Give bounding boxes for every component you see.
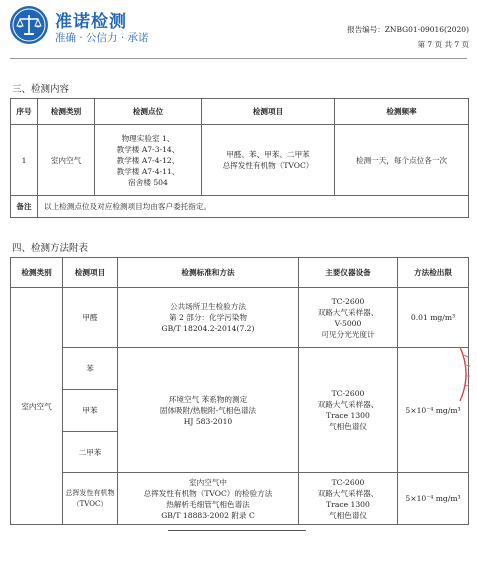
method-item [63,473,118,525]
equipment-line: 气相色谱仪 [329,510,367,520]
header-no: 序号 [11,99,38,125]
row-items [202,125,335,196]
standard-line: 热解析毛细管气相色谱法 [166,499,250,509]
section-title-method-schedule: 四、检测方法附表 [12,243,89,254]
item-line: （TVOC） [72,499,108,508]
report-number: 报告编号：ZNBG01-09016(2020) [347,25,469,34]
header-category: 检测类别 [38,99,95,125]
standard-line: 室内空气中 [189,477,227,487]
equipment-line: 双路大气采样器、 [317,307,379,317]
row-points [95,125,202,196]
point-line: 宿舍楼 504 [128,177,168,187]
header-frequency: 检测频率 [335,99,469,125]
header-items: 检测项目 [202,99,335,125]
method-limit: 5×10⁻⁴ mg/m³ [398,348,469,473]
equipment-line: TC-2600 [331,389,365,398]
equipment-line: Trace 1300 [326,499,370,509]
equipment-line: Trace 1300 [326,411,370,420]
row-frequency: 检测一天，每个点位各一次 [335,125,469,196]
header-equipment: 主要仪器设备 [299,258,398,288]
method-equipment [299,473,398,525]
standard-line: GB/T 18883-2002 附录 C [161,510,255,520]
standard-line: 第 2 部分：化学污染物 [168,313,247,322]
method-item: 苯 [63,348,118,390]
point-line: 教学楼 A7-3-14、 [116,144,180,154]
row-category: 室内空气 [38,125,95,196]
header-category: 检测类别 [11,258,63,288]
header-points: 检测点位 [95,99,202,125]
method-standard [118,288,299,348]
equipment-line: 可见分光光度计 [321,329,375,339]
method-standard [118,348,299,473]
point-line: 教学楼 A7-4-11、 [116,166,180,176]
equipment-line: 双路大气采样器、 [317,488,379,498]
method-equipment [299,288,398,348]
logo-graphic [10,6,48,44]
header-divider [10,58,467,59]
header-standard: 检测标准和方法 [118,258,299,288]
method-item: 二甲苯 [63,432,118,473]
red-seal-stamp [456,345,477,403]
standard-line: 公共场所卫生检验方法 [170,302,246,311]
equipment-line: V-5000 [334,318,362,328]
equipment-line: TC-2600 [331,296,365,306]
point-line: 教学楼 A7-4-12、 [116,155,180,165]
footer-divider [168,530,306,531]
scales-of-justice-icon [10,6,48,44]
company-slogan: 准确 · 公信力 · 承诺 [55,32,149,44]
method-equipment [299,348,398,473]
standard-line: 固体吸附/热脱附-气相色谱法 [159,405,257,415]
method-category: 室内空气 [11,288,63,525]
remark-label: 备注 [11,196,38,218]
row-no: 1 [11,125,38,196]
equipment-line: TC-2600 [331,477,365,487]
section-title-detection-content: 三、检测内容 [12,84,70,95]
method-schedule-table [10,257,469,525]
method-item: 甲苯 [63,390,118,432]
item-line: 甲醛、苯、甲苯、二甲苯 [226,150,310,159]
company-name: 准诺检测 [55,12,127,32]
detection-content-table [10,98,469,218]
page-number: 第 7 页 共 7 页 [417,40,469,49]
method-item: 甲醛 [63,288,118,348]
item-line: 总挥发性有机物 [65,488,115,497]
header-limit: 方法检出限 [398,258,469,288]
method-limit: 0.01 mg/m³ [398,288,469,348]
standard-line: GB/T 18204.2-2014(7.2) [161,324,255,333]
standard-line: 总挥发性有机物（TVOC）的检验方法 [143,488,273,498]
method-limit: 5×10⁻⁴ mg/m³ [398,473,469,525]
standard-line: HJ 583-2010 [183,416,233,426]
remark-text: 以上检测点位及对应检测项目均由客户委托指定。 [38,196,469,218]
standard-line: 环境空气 苯系物的测定 [168,394,248,404]
header-item: 检测项目 [63,258,118,288]
equipment-line: 双路大气采样器、 [317,400,379,409]
item-line: 总挥发性有机物（TVOC） [222,161,314,170]
equipment-line: 气相色谱仪 [329,422,367,431]
method-standard [118,473,299,525]
point-line: 物理实验室 1、 [121,133,175,143]
